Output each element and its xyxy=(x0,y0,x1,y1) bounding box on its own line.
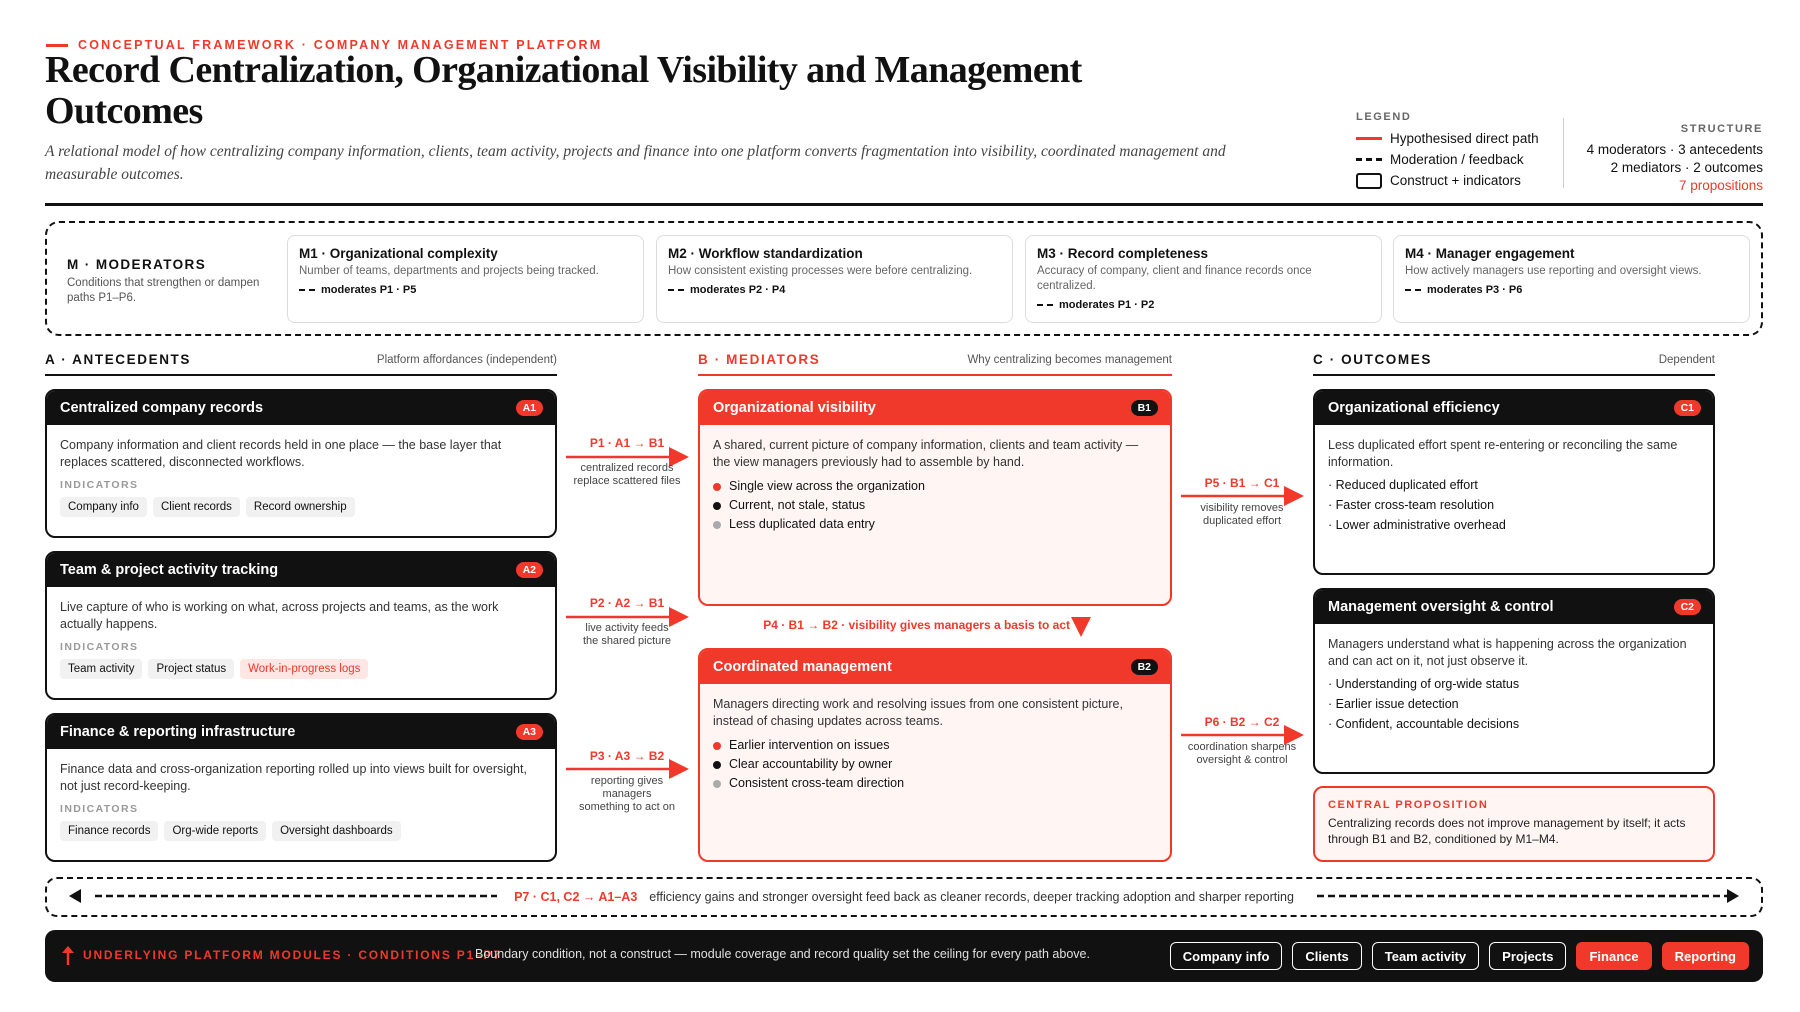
path-desc: live activity feeds xyxy=(585,622,669,634)
card-title: Centralized company records xyxy=(60,400,264,416)
indicator-chip: Record ownership xyxy=(246,497,355,517)
card-badge: A3 xyxy=(516,724,543,740)
moderator-paths-label: moderates P1 · P2 xyxy=(1059,299,1155,311)
card-title: Organizational efficiency xyxy=(1328,400,1500,416)
outcome-item: · Confident, accountable decisions xyxy=(1328,717,1520,731)
indicator-chip: Project status xyxy=(148,659,234,679)
structure-line-2: 2 mediators · 2 outcomes xyxy=(1610,160,1763,175)
legend-moderation-label: Moderation / feedback xyxy=(1390,152,1524,167)
path-p2-desc xyxy=(562,622,692,648)
moderator-paths-label: moderates P1 · P5 xyxy=(321,284,417,296)
path-p5 xyxy=(1178,477,1306,490)
path-p2 xyxy=(562,597,692,610)
module-clients[interactable]: Clients xyxy=(1292,942,1361,970)
path-desc: something to act on xyxy=(578,801,675,813)
card-badge: B1 xyxy=(1131,400,1158,416)
indicator-chip: Oversight dashboards xyxy=(272,821,401,841)
outcome-item: · Earlier issue detection xyxy=(1328,697,1459,711)
structure-line-1: 4 moderators · 3 antecedents xyxy=(1586,142,1763,157)
moderators-desc: Conditions that strengthen or dampen paths P1–P6. xyxy=(67,277,260,304)
module-finance[interactable]: Finance xyxy=(1576,942,1651,970)
path-desc: managers xyxy=(602,788,652,800)
outcome-item: · Understanding of org-wide status xyxy=(1328,677,1520,691)
path-p3 xyxy=(562,750,692,763)
card-badge: A2 xyxy=(516,562,543,578)
indicators-label: INDICATORS xyxy=(60,479,139,491)
moderators-title: M · MODERATORS xyxy=(67,257,207,272)
card-badge: C1 xyxy=(1674,400,1701,416)
module-reporting[interactable]: Reporting xyxy=(1662,942,1749,970)
outcome-item: · Lower administrative overhead xyxy=(1328,518,1506,532)
path-label: P7 · C1, C2 → A1–A3 xyxy=(514,890,638,904)
bullet-text: Clear accountability by owner xyxy=(729,757,893,771)
indicator-chip: Team activity xyxy=(60,659,142,679)
feedback-text xyxy=(47,879,1761,915)
moderator-desc: Number of teams, departments and projects being tracked. xyxy=(299,265,599,277)
indicator-chip: Work-in-progress logs xyxy=(240,659,368,679)
path-p4 xyxy=(760,619,1070,633)
card-title: Finance & reporting infrastructure xyxy=(60,724,296,740)
modules-note: Boundary condition, not a construct — module coverage and record quality set the ceiling for every path above. xyxy=(475,947,1090,961)
path-p6-desc xyxy=(1178,741,1306,767)
path-p6 xyxy=(1178,716,1306,729)
outcome-item: · Reduced duplicated effort xyxy=(1328,478,1478,492)
bullet-text: Consistent cross-team direction xyxy=(729,776,905,790)
moderator-paths-label: moderates P3 · P6 xyxy=(1427,284,1523,296)
legend-label: LEGEND xyxy=(1356,111,1412,123)
bullet-text: Less duplicated data entry xyxy=(729,517,875,531)
column-title: A · ANTECEDENTS xyxy=(45,352,192,367)
modules-label: UNDERLYING PLATFORM MODULES · CONDITIONS P1–P7 xyxy=(83,948,502,962)
indicator-chip: Client records xyxy=(153,497,240,517)
module-team-activity[interactable]: Team activity xyxy=(1372,942,1479,970)
column-note: Platform affordances (independent) xyxy=(376,354,557,366)
path-desc: duplicated effort xyxy=(1202,515,1282,527)
up-arrow-icon xyxy=(61,945,75,967)
path-desc: reporting gives xyxy=(590,775,664,787)
card-badge: B2 xyxy=(1131,659,1158,675)
legend-construct-label: Construct + indicators xyxy=(1390,173,1521,188)
path-label: P6 · B2 → C2 xyxy=(1204,715,1280,729)
module-buttons xyxy=(1170,942,1749,970)
card-desc: A shared, current picture of company information, clients and team activity — the view managers previously had to assemble by hand. xyxy=(713,438,1139,469)
card-desc: Less duplicated effort spent re-entering or reconciling the same information. xyxy=(1328,438,1678,469)
indicator-chip: Company info xyxy=(60,497,147,517)
path-p5-desc xyxy=(1178,502,1306,528)
path-desc: centralized records xyxy=(580,462,674,474)
indicators-label: INDICATORS xyxy=(60,641,139,653)
column-title: C · OUTCOMES xyxy=(1313,352,1432,367)
card-badge: C2 xyxy=(1674,599,1701,615)
path-desc: efficiency gains and stronger oversight feed back as cleaner records, deeper tracking adoption and sharper reporting xyxy=(649,890,1294,904)
path-label: P1 · A1 → B1 xyxy=(589,436,665,450)
card-desc: Live capture of who is working on what, across projects and teams, as the work actually happens. xyxy=(60,600,499,631)
card-title: Organizational visibility xyxy=(713,400,876,416)
card-title: Management oversight & control xyxy=(1328,599,1554,615)
path-desc: coordination sharpens xyxy=(1187,741,1297,753)
card-desc: Finance data and cross-organization reporting rolled up into views built for oversight, not just record-keeping. xyxy=(60,762,527,793)
bullet-text: Earlier intervention on issues xyxy=(729,738,890,752)
column-title: B · MEDIATORS xyxy=(698,352,821,367)
module-projects[interactable]: Projects xyxy=(1489,942,1566,970)
moderator-desc: How actively managers use reporting and oversight views. xyxy=(1405,265,1702,277)
card-desc: Managers understand what is happening across the organization and can act on it, not just observe it. xyxy=(1328,637,1687,668)
structure-line-3: 7 propositions xyxy=(1678,178,1763,193)
path-label: P2 · A2 → B1 xyxy=(589,596,665,610)
legend-direct-label: Hypothesised direct path xyxy=(1390,131,1539,146)
moderator-title: M1 · Organizational complexity xyxy=(299,246,498,261)
path-desc: oversight & control xyxy=(1196,754,1288,766)
path-desc: visibility removes xyxy=(1200,502,1284,514)
indicators-label: INDICATORS xyxy=(60,803,139,815)
card-title: Coordinated management xyxy=(713,659,892,675)
page-title: Record Centralization, Organizational Visibility and Management Outcomes xyxy=(45,49,1082,132)
path-p1-desc xyxy=(562,462,692,488)
proposition-title: CENTRAL PROPOSITION xyxy=(1328,799,1489,811)
column-note: Why centralizing becomes management xyxy=(967,354,1172,366)
card-desc: Managers directing work and resolving issues from one consistent picture, instead of chasing updates across teams. xyxy=(713,697,1123,728)
card-title: Team & project activity tracking xyxy=(60,562,279,578)
column-note: Dependent xyxy=(1658,354,1715,366)
path-p1 xyxy=(562,437,692,450)
outcome-item: · Faster cross-team resolution xyxy=(1328,498,1495,512)
path-label: P4 · B1 → B2 · visibility gives managers a basis to act xyxy=(763,618,1070,632)
card-badge: A1 xyxy=(516,400,543,416)
indicator-chip: Finance records xyxy=(60,821,158,841)
bullet-text: Current, not stale, status xyxy=(729,498,866,512)
structure-label: STRUCTURE xyxy=(1680,123,1763,135)
page-subtitle: A relational model of how centralizing company information, clients, team activity, projects and finance into one platform converts fragmentation into visibility, coordinated management and measurable outcomes. xyxy=(45,143,1226,183)
kicker-text: CONCEPTUAL FRAMEWORK · COMPANY MANAGEMENT PLATFORM xyxy=(78,38,603,52)
moderator-paths-label: moderates P2 · P4 xyxy=(690,284,786,296)
proposition-desc: Centralizing records does not improve management by itself; it acts through B1 and B2, conditioned by M1–M4. xyxy=(1328,816,1686,846)
moderator-title: M2 · Workflow standardization xyxy=(668,246,863,261)
indicator-chip: Org-wide reports xyxy=(164,821,266,841)
platform-modules-bar xyxy=(45,930,1763,982)
moderator-desc: How consistent existing processes were before centralizing. xyxy=(668,265,973,277)
path-p3-desc xyxy=(562,775,692,814)
path-desc: replace scattered files xyxy=(573,475,681,487)
card-desc: Company information and client records held in one place — the base layer that replaces scattered, disconnected workflows. xyxy=(60,438,502,469)
moderator-desc: Accuracy of company, client and finance records once centralized. xyxy=(1037,265,1312,292)
path-label: P3 · A3 → B2 xyxy=(589,749,665,763)
feedback-loop xyxy=(45,877,1763,917)
bullet-text: Single view across the organization xyxy=(729,479,925,493)
moderator-title: M4 · Manager engagement xyxy=(1405,246,1575,261)
moderator-title: M3 · Record completeness xyxy=(1037,246,1209,261)
path-desc: the shared picture xyxy=(582,635,672,647)
path-label: P5 · B1 → C1 xyxy=(1204,476,1280,490)
module-company-info[interactable]: Company info xyxy=(1170,942,1283,970)
